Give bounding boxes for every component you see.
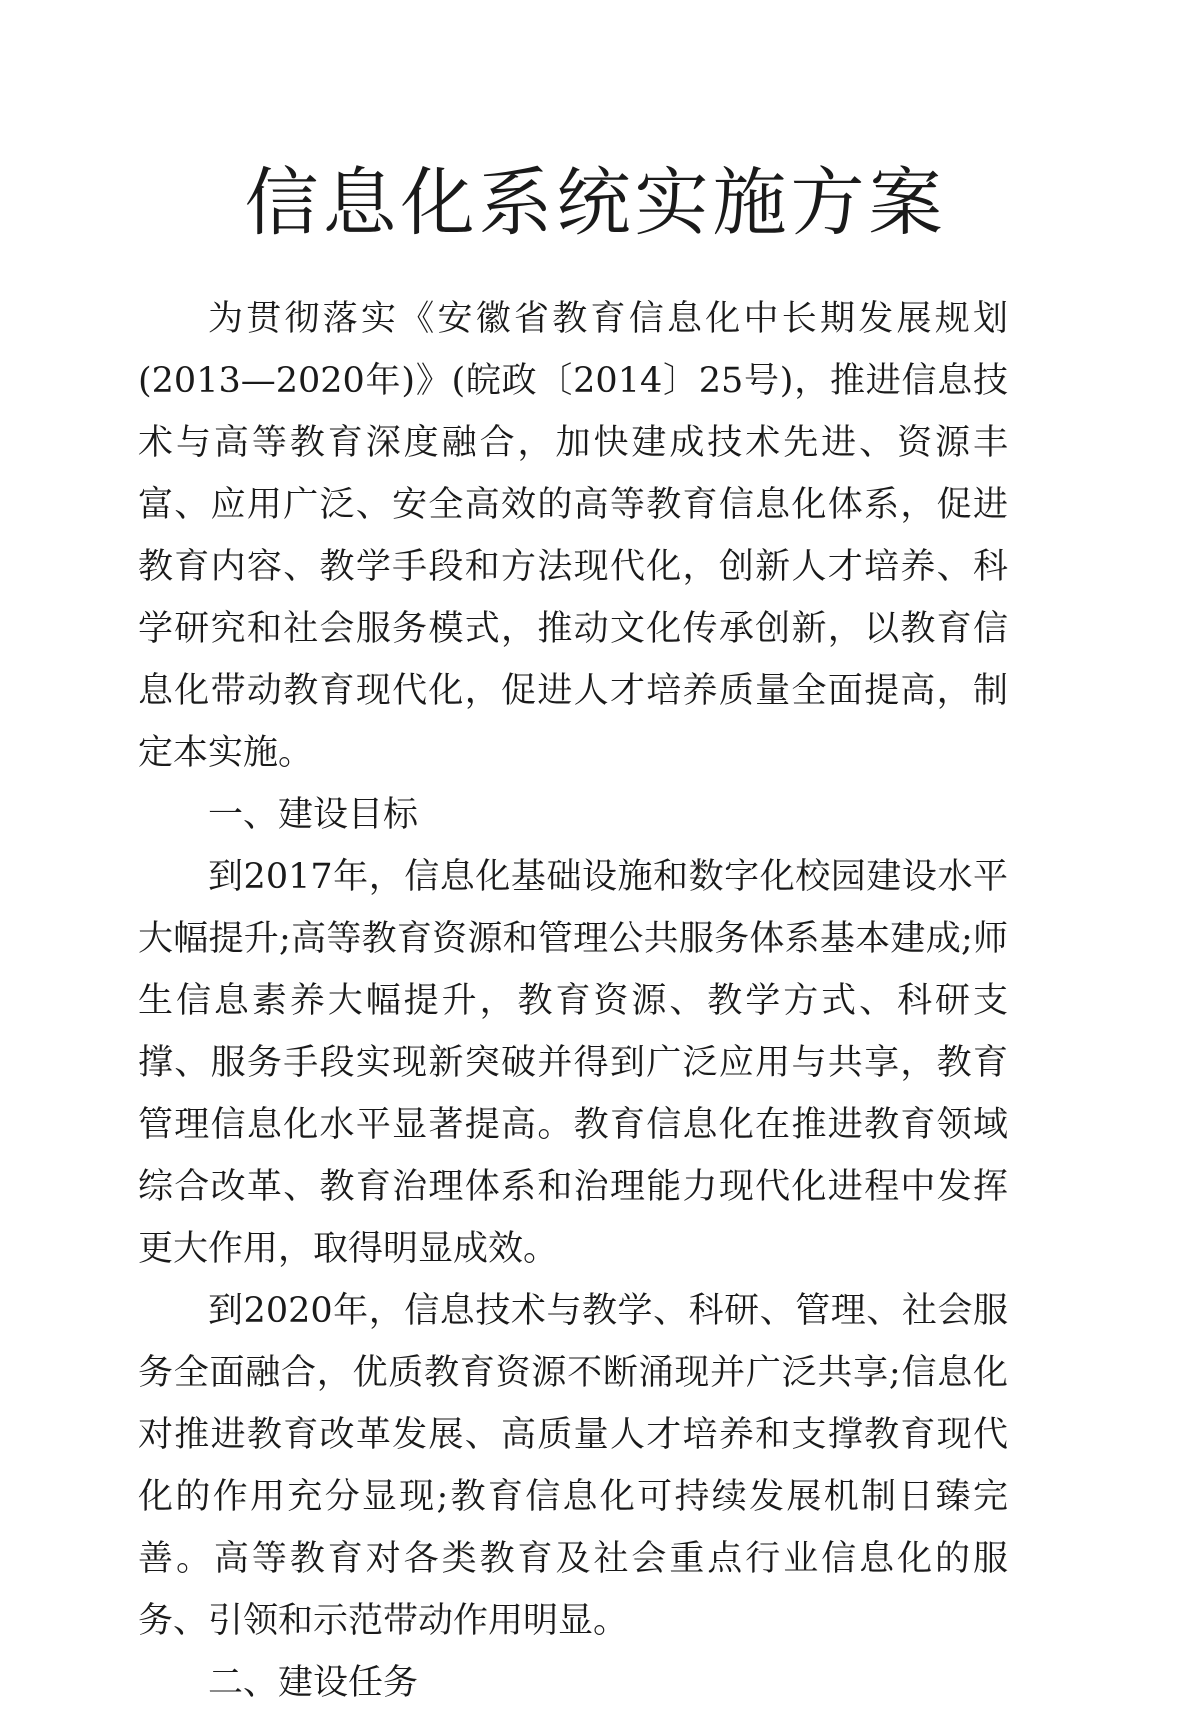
section-heading-goals: 一、建设目标 (208, 795, 419, 835)
goals-2017-paragraph: 到2017年，信息化基础设施和数字化校园建设水平大幅提升;高等教育资源和管理公共服务体系基本建成;师生信息素养大幅提升，教育资源、教学方式、科研支撑、服务手段实现新突破并得到广泛应用与共享，教育管理信息化水平显著提高。教育信息化在推进教育领域综合改革、教育治理体系和治理能力现代化进程中发挥更大作用，取得明显成效。 (138, 857, 1008, 1269)
intro-paragraph: 为贯彻落实《安徽省教育信息化中长期发展规划(2013—2020年)》(皖政〔2014〕25号)，推进信息技术与高等教育深度融合，加快建成技术先进、资源丰富、应用广泛、安全高效的高等教育信息化体系，促进教育内容、教学手段和方法现代化，创新人才培养、科学研究和社会服务模式，推动文化传承创新，以教育信息化带动教育现代化，促进人才培养质量全面提高，制定本实施。 (138, 299, 1008, 773)
document-body (138, 288, 1008, 1714)
document-title: 信息化系统实施方案 (244, 159, 947, 246)
section-heading-tasks: 二、建设任务 (208, 1663, 419, 1703)
goals-2020-paragraph: 到2020年，信息技术与教学、科研、管理、社会服务全面融合，优质教育资源不断涌现并广泛共享;信息化对推进教育改革发展、高质量人才培养和支撑教育现代化的作用充分显现;教育信息化可持续发展机制日臻完善。高等教育对各类教育及社会重点行业信息化的服务、引领和示范带动作用明显。 (138, 1291, 1008, 1641)
